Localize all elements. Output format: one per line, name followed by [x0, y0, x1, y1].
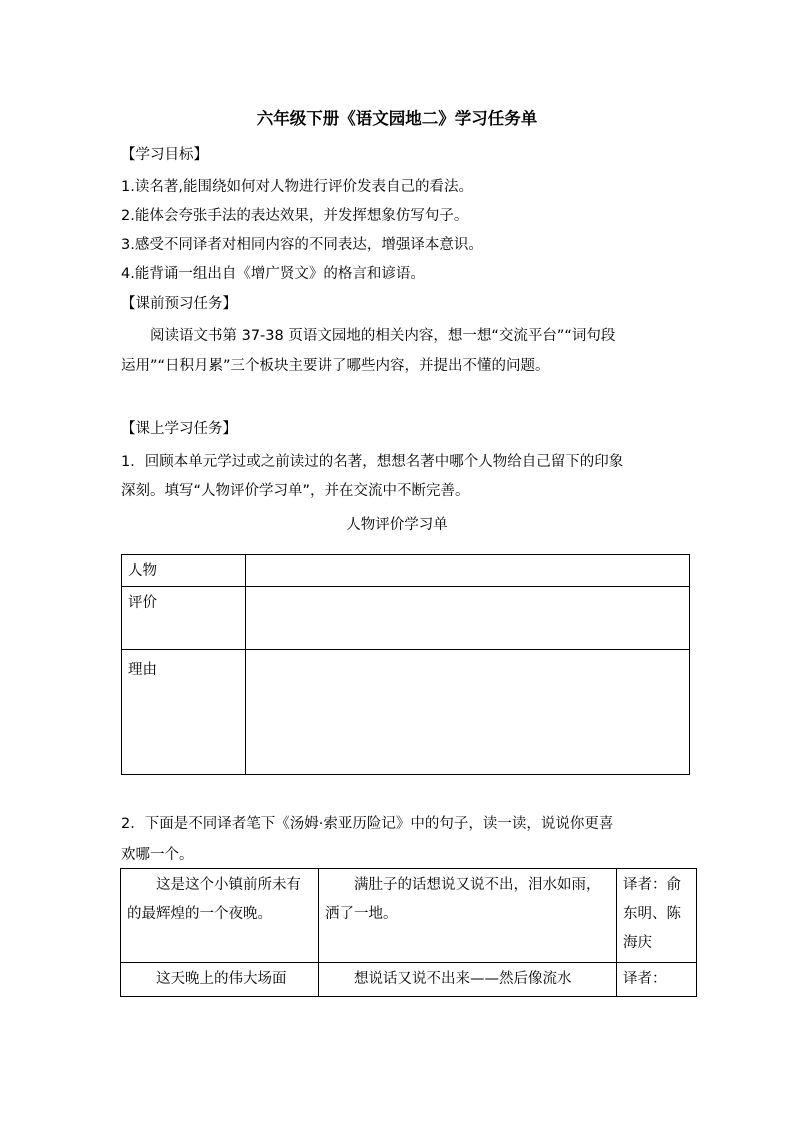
row-label-person: 人物 — [122, 555, 246, 587]
sheet-title: 人物评价学习单 — [346, 517, 448, 533]
translation-sentence: 这天晚上的伟大场面 — [121, 963, 319, 997]
translator-cell: 译者： — [617, 963, 697, 997]
row-label-evaluation: 评价 — [122, 587, 246, 650]
objectives-header: 【学习目标】 — [121, 147, 208, 163]
objective-item: 4.能背诵一组出自《增广贤文》的格言和谚语。 — [121, 266, 425, 282]
translation-sentence: 满肚子的话想说又说不出，泪水如雨，洒了一地。 — [319, 869, 617, 963]
row-label-reason: 理由 — [122, 650, 246, 775]
preview-text-line: 阅读语文书第 37-38 页语文园地的相关内容，想一想“交流平台”“词句段 — [150, 328, 616, 344]
task2-text-line: 2．下面是不同译者笔下《汤姆·索亚历险记》中的句子，读一读，说说你更喜 — [121, 816, 614, 832]
objective-item: 1.读名著,能围绕如何对人物进行评价发表自己的看法。 — [121, 179, 473, 195]
reason-cell[interactable] — [246, 650, 690, 775]
objective-item: 2.能体会夸张手法的表达效果，并发挥想象仿写句子。 — [121, 208, 469, 224]
objective-item: 3.感受不同译者对相同内容的不同表达，增强译本意识。 — [121, 237, 483, 253]
page-title: 六年级下册《语文园地二》学习任务单 — [256, 109, 538, 128]
person-cell[interactable] — [246, 555, 690, 587]
task1-text-line: 深刻。填写“人物评价学习单”，并在交流中不断完善。 — [121, 483, 470, 499]
preview-text-line: 运用”“日积月累”三个板块主要讲了哪些内容，并提出不懂的问题。 — [121, 358, 550, 374]
class-tasks-header: 【课上学习任务】 — [121, 421, 237, 437]
task1-text-line: 1．回顾本单元学过或之前读过的名著，想想名著中哪个人物给自己留下的印象 — [121, 454, 624, 470]
translation-table — [120, 868, 697, 997]
evaluation-cell[interactable] — [246, 587, 690, 650]
evaluation-table — [121, 554, 690, 775]
translation-sentence: 想说话又说不出来——然后像流水 — [319, 963, 617, 997]
preview-header: 【课前预习任务】 — [121, 296, 237, 312]
task2-text-line: 欢哪一个。 — [121, 847, 194, 863]
translation-sentence: 这是这个小镇前所未有的最辉煌的一个夜晚。 — [121, 869, 319, 963]
translator-cell: 译者：俞东明、陈海庆 — [617, 869, 697, 963]
